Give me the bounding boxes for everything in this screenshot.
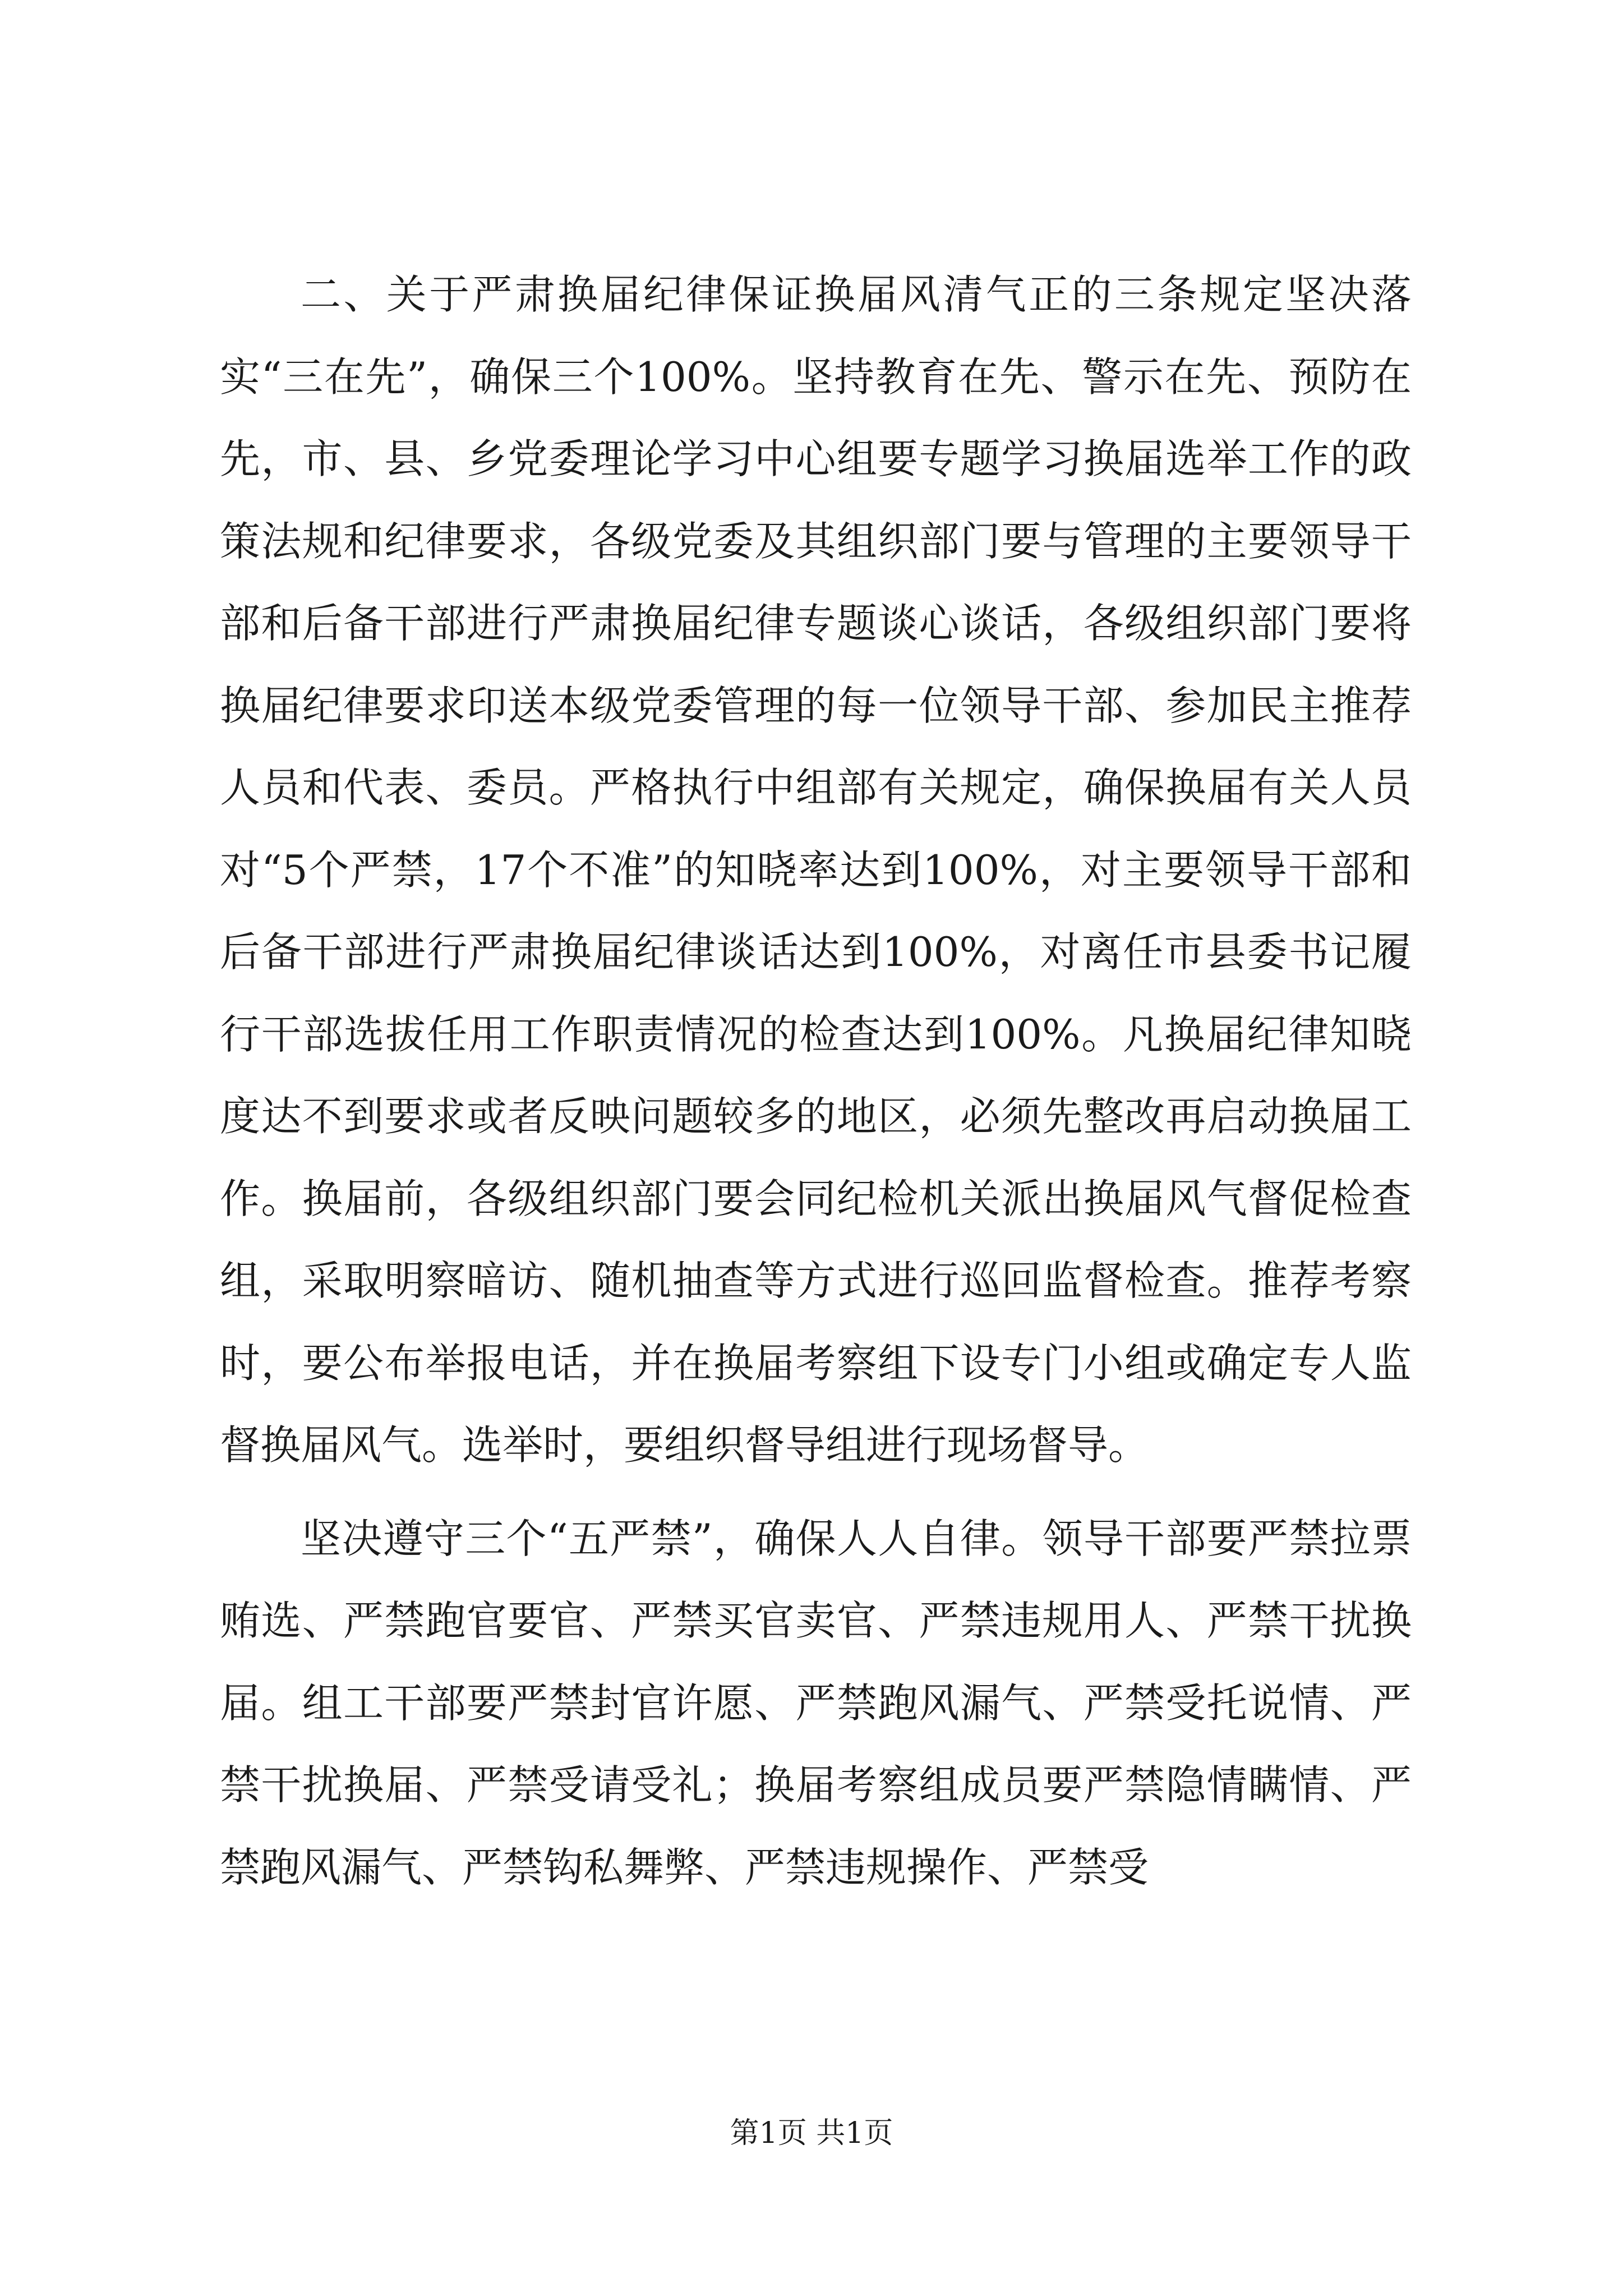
document-body xyxy=(220,254,1412,1908)
page-footer: 第1页 共1页 xyxy=(730,2116,893,2150)
paragraph-2: 坚决遵守三个“五严禁”，确保人人自律。领导干部要严禁拉票贿选、严禁跑官要官、严禁买官卖官、严禁违规用人、严禁干扰换届。组工干部要严禁封官许愿、严禁跑风漏气、严禁受托说情、严禁干扰换届、严禁受请受礼；换届考察组成员要严禁隐情瞒情、严禁跑风漏气、严禁钩私舞弊、严禁违规操作、严禁受 xyxy=(220,1515,1412,1891)
paragraph-1: 二、关于严肃换届纪律保证换届风清气正的三条规定坚决落实“三在先”，确保三个100%。坚持教育在先、警示在先、预防在先，市、县、乡党委理论学习中心组要专题学习换届选举工作的政策法规和纪律要求，各级党委及其组织部门要与管理的主要领导干部和后备干部进行严肃换届纪律专题谈心谈话，各级组织部门要将换届纪律要求印送本级党委管理的每一位领导干部、参加民主推荐人员和代表、委员。严格执行中组部有关规定，确保换届有关人员对“5个严禁，17个不准”的知晓率达到100%，对主要领导干部和后备干部进行严肃换届纪律谈话达到100%，对离任市县委书记履行干部选拔任用工作职责情况的检查达到100%。凡换届纪律知晓度达不到要求或者反映问题较多的地区，必须先整改再启动换届工作。换届前，各级组织部门要会同纪检机关派出换届风气督促检查组，采取明察暗访、随机抽查等方式进行巡回监督检查。推荐考察时，要公布举报电话，并在换届考察组下设专门小组或确定专人监督换届风气。选举时，要组织督导组进行现场督导。 xyxy=(220,271,1412,1469)
